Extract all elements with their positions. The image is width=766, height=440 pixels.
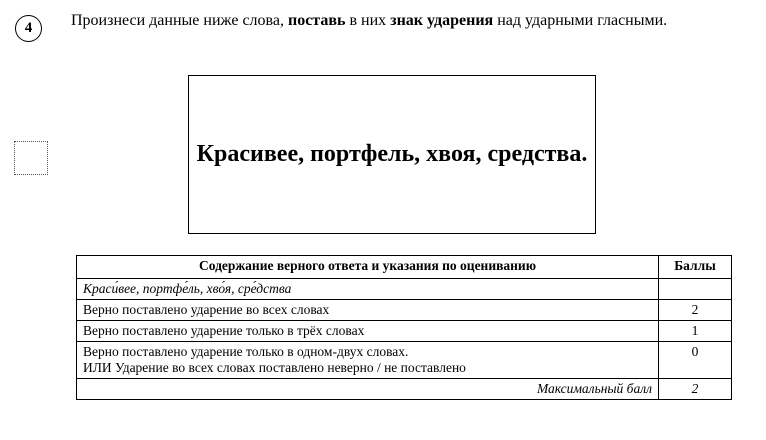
criterion-line-1: Верно поставлено ударение только в одном-двух словах. bbox=[83, 344, 409, 359]
instruction-text-1: Произнеси данные ниже слова, bbox=[71, 12, 288, 29]
criterion-points: 0 bbox=[659, 342, 732, 379]
table-header-row bbox=[77, 256, 732, 279]
instruction-text-3: над ударными гласными. bbox=[493, 12, 668, 29]
criterion-text bbox=[77, 342, 659, 379]
criterion-points: 2 bbox=[659, 300, 732, 321]
header-content: Содержание верного ответа и указания по оцениванию bbox=[77, 256, 659, 279]
criterion-text: Верно поставлено ударение только в трёх словах bbox=[77, 321, 659, 342]
answer-points bbox=[659, 279, 732, 300]
table-row bbox=[77, 321, 732, 342]
words-frame bbox=[188, 75, 596, 234]
criterion-points: 1 bbox=[659, 321, 732, 342]
answer-row bbox=[77, 279, 732, 300]
criteria-table bbox=[76, 255, 732, 400]
header-points: Баллы bbox=[659, 256, 732, 279]
instruction-bold-1: поставь bbox=[287, 12, 346, 29]
table-row bbox=[77, 342, 732, 379]
answer-score-box[interactable] bbox=[14, 141, 48, 175]
max-score-value: 2 bbox=[659, 379, 732, 400]
answer-text: Краси́вее, портфе́ль, хво́я, сре́дства bbox=[77, 279, 659, 300]
task-instruction bbox=[71, 11, 731, 30]
criterion-text: Верно поставлено ударение во всех словах bbox=[77, 300, 659, 321]
instruction-text-2: в них bbox=[345, 12, 391, 29]
words-text: Красивее, портфель, хвоя, средства. bbox=[196, 141, 588, 167]
table-row bbox=[77, 300, 732, 321]
max-score-row bbox=[77, 379, 732, 400]
instruction-bold-2: знак ударения bbox=[390, 12, 494, 29]
max-score-label: Максимальный балл bbox=[77, 379, 659, 400]
task-number-badge: 4 bbox=[15, 15, 42, 42]
criterion-line-2: ИЛИ Ударение во всех словах поставлено неверно / не поставлено bbox=[83, 360, 466, 375]
